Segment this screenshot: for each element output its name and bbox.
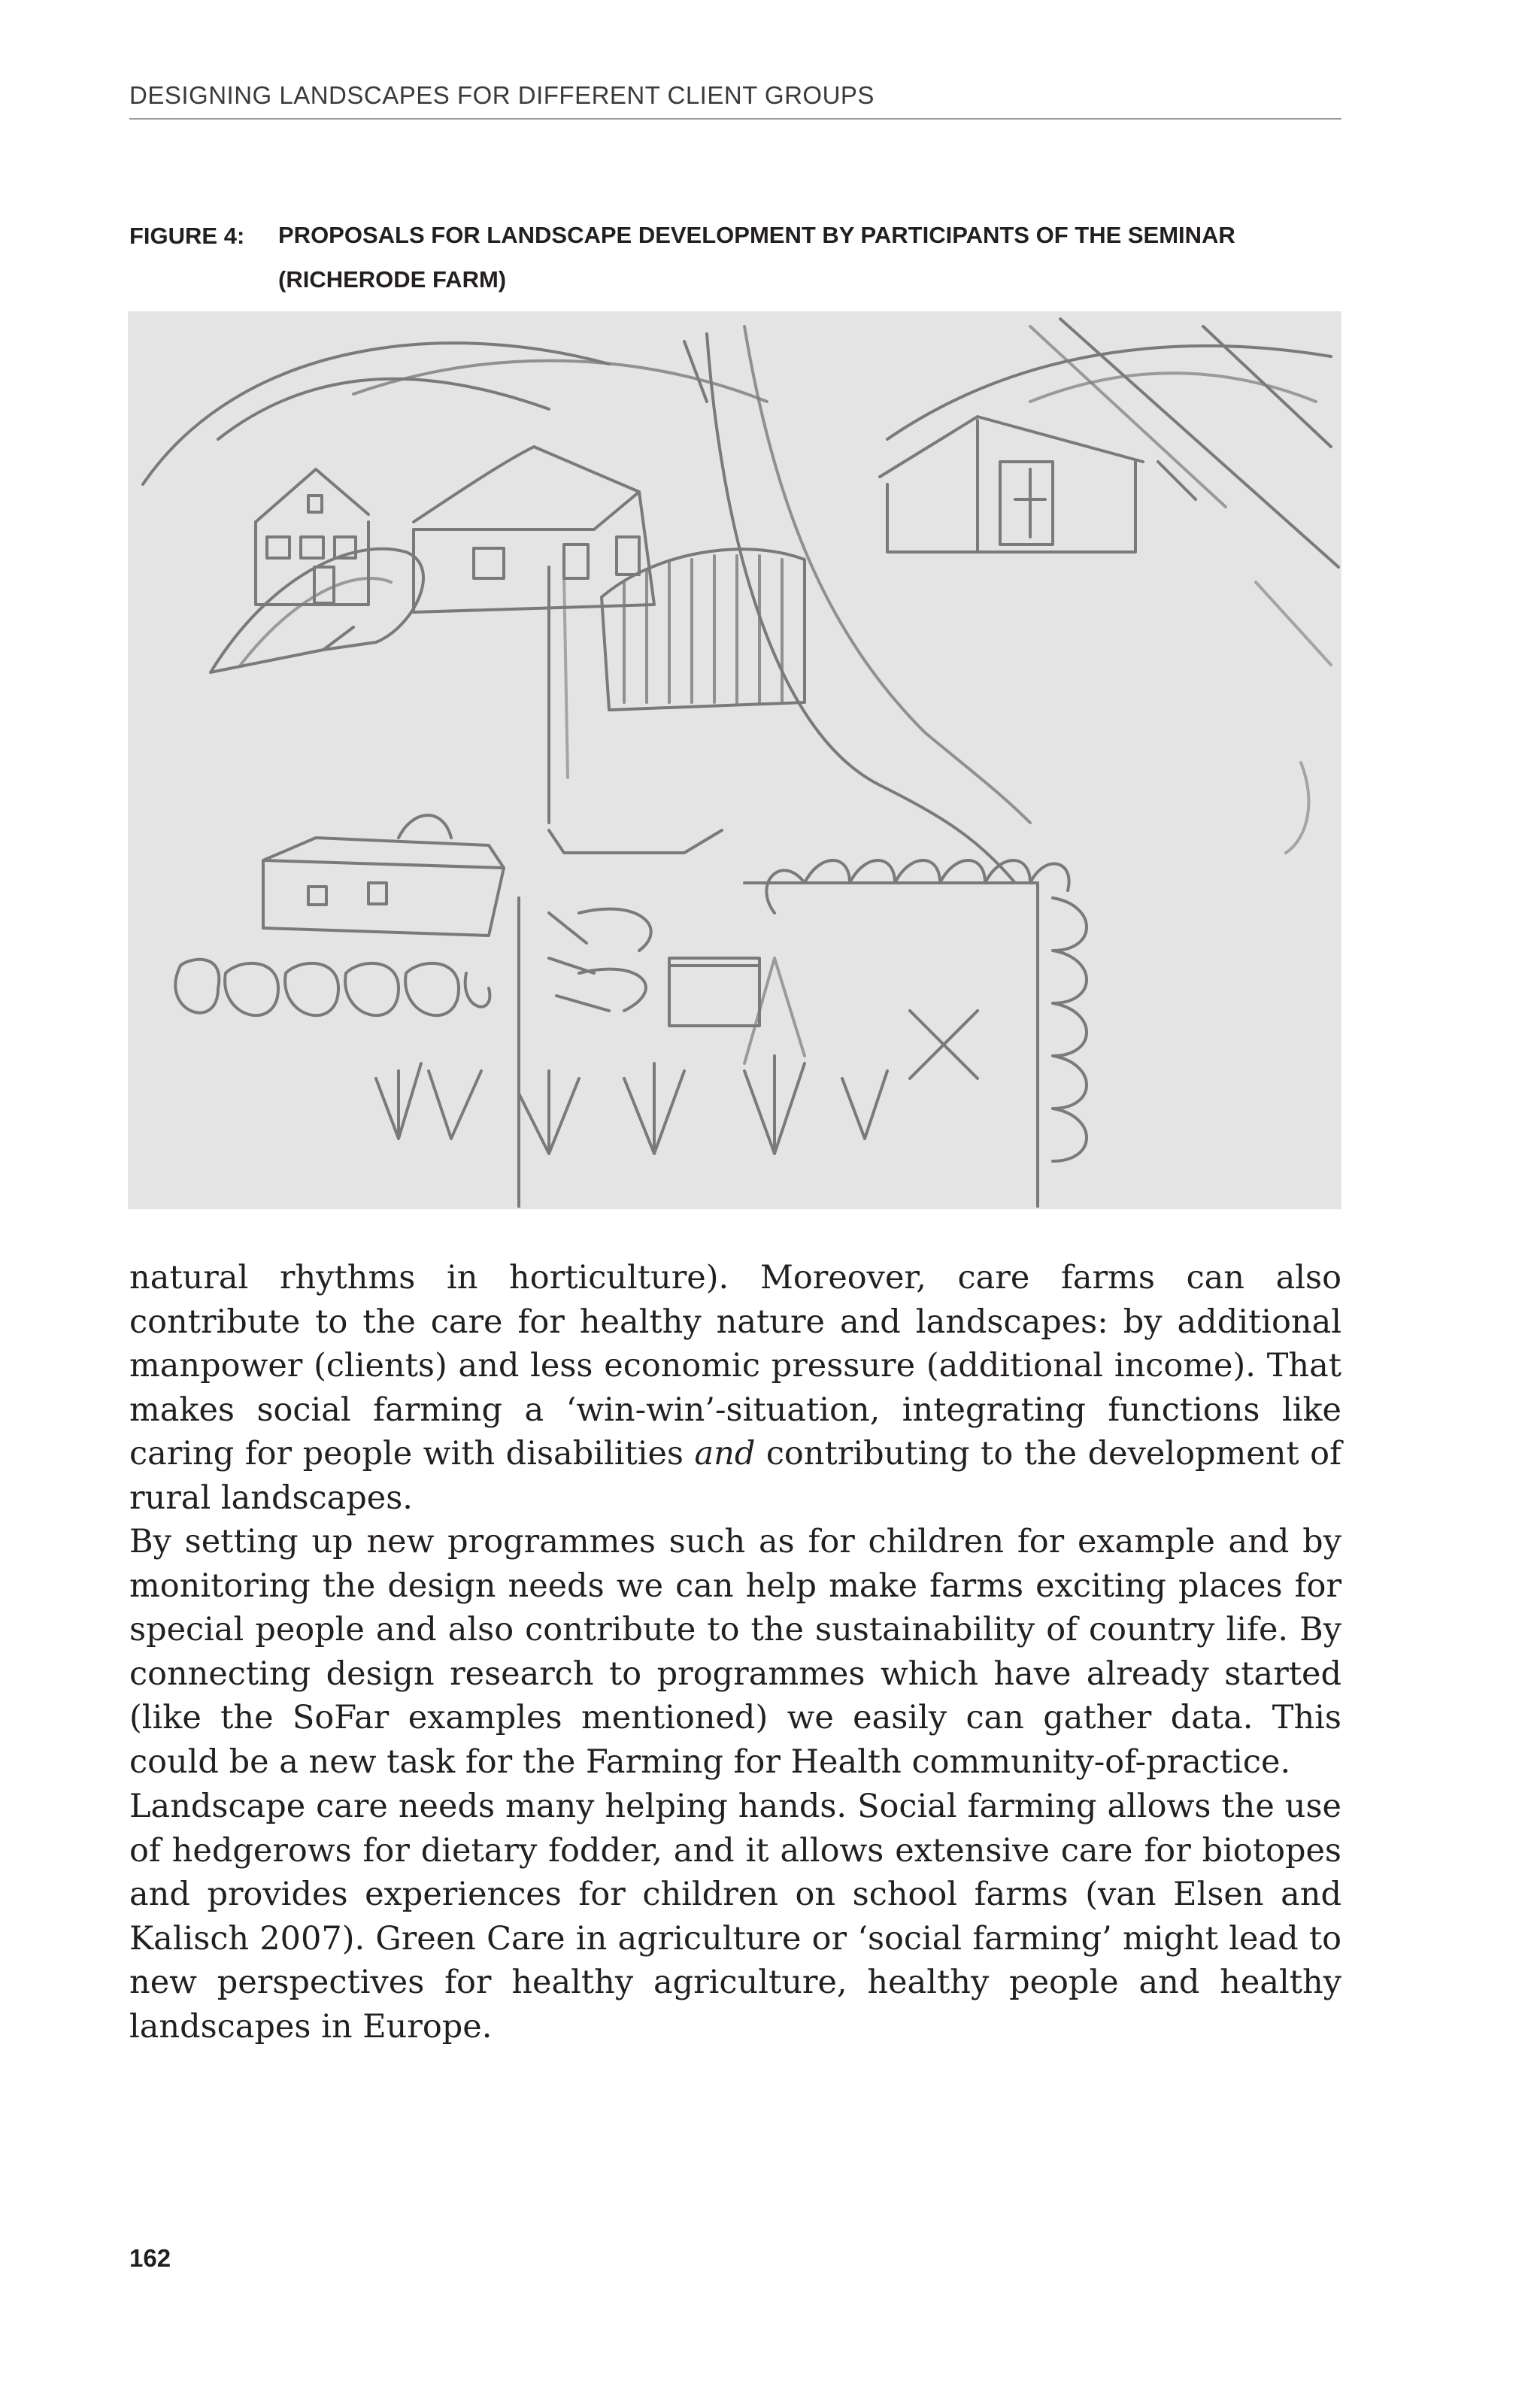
farm-sketch-illustration	[128, 311, 1341, 1209]
running-head: DESIGNING LANDSCAPES FOR DIFFERENT CLIENT GROUPS	[129, 81, 875, 109]
figure-label: FIGURE 4:	[129, 223, 245, 249]
pencil-sketch-figure	[128, 311, 1341, 1209]
body-paragraph-3: Landscape care needs many helping hands. Social farming allows the use of hedgerows for dietary fodder, and it allows extensive care for biotopes and provides experiences for children on school farms (van Elsen and Kalisch 2007). Green Care in agriculture or ‘social farming’ might lead to new perspectives for healthy agriculture, healthy people and healthy landscapes in Europe.	[129, 1788, 1341, 2046]
header-rule	[129, 118, 1341, 120]
body-paragraph-1: natural rhythms in horticulture). Moreover, care farms can also contribute to the care for healthy nature and landscapes: by additional manpower (clients) and less economic pressure (additional income). That makes social farming a ‘win-win’-situation, integrating functions like caring for people with disabilities and contributing to the development of rural landscapes.	[129, 1259, 1341, 1517]
page-number: 162	[129, 2244, 171, 2272]
figure-title: PROPOSALS FOR LANDSCAPE DEVELOPMENT BY PARTICIPANTS OF THE SEMINAR (RICHERODE FARM)	[278, 222, 1235, 293]
body-paragraph-2: By setting up new programmes such as for children for example and by monitoring the design needs we can help make farms exciting places for special people and also contribute to the sustainability of country life. By connecting design research to programmes which have already started (like the SoFar examples mentioned) we easily can gather data. This could be a new task for the Farming for Health community-of-practice.	[129, 1523, 1341, 1781]
emphasis-and: and	[694, 1435, 756, 1473]
